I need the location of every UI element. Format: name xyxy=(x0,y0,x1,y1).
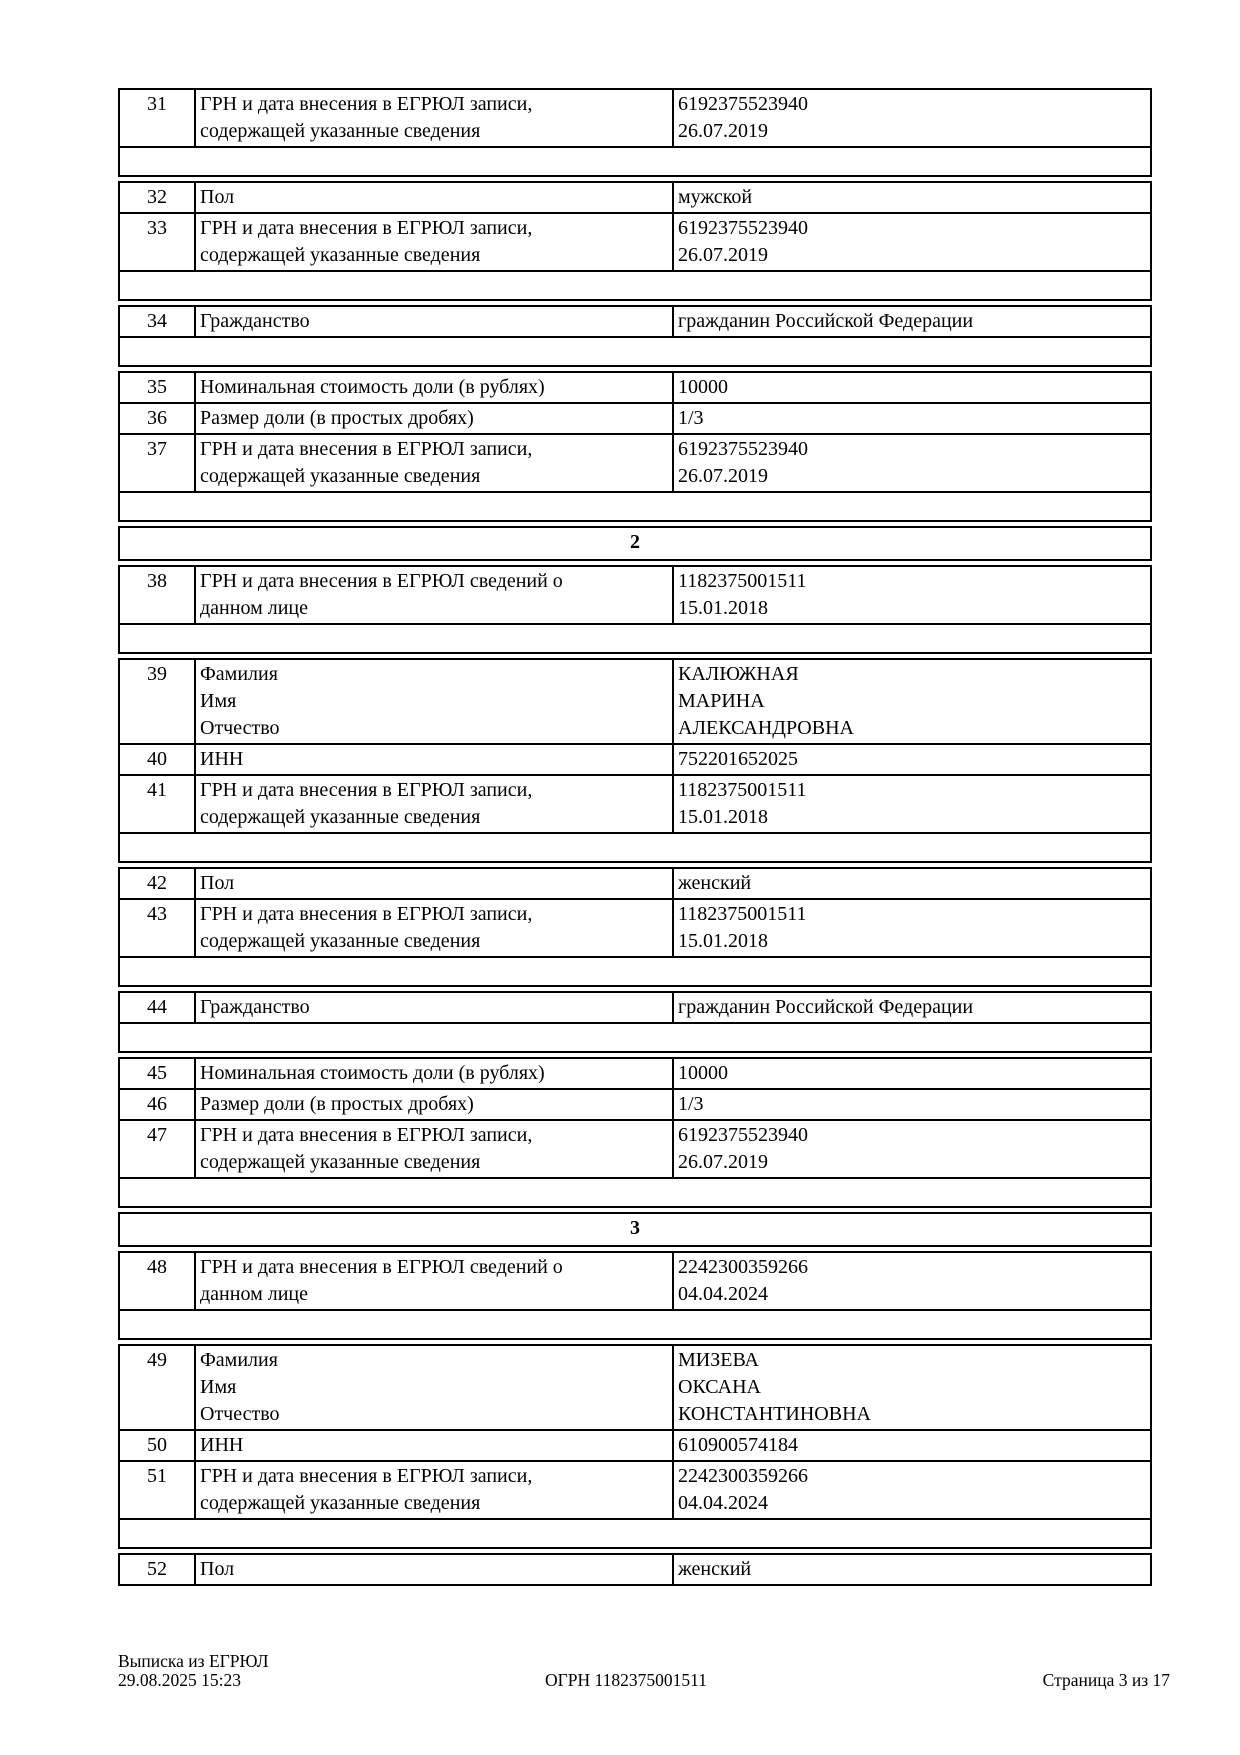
row-number: 41 xyxy=(119,775,195,833)
section-header: 2 xyxy=(119,527,1151,560)
row-label: Размер доли (в простых дробях) xyxy=(195,1089,673,1120)
table-row xyxy=(119,1089,1151,1120)
table-row xyxy=(119,1252,1151,1310)
page-footer xyxy=(118,1652,1170,1692)
row-number: 49 xyxy=(119,1345,195,1430)
row-value: мужской xyxy=(673,182,1151,213)
table-row xyxy=(119,1345,1151,1430)
row-number: 43 xyxy=(119,899,195,957)
table-row xyxy=(119,1461,1151,1519)
row-value: 1182375001511 15.01.2018 xyxy=(673,775,1151,833)
row-number: 51 xyxy=(119,1461,195,1519)
row-label: Пол xyxy=(195,868,673,899)
spacer-cell xyxy=(119,492,1151,521)
row-value: 752201652025 xyxy=(673,744,1151,775)
spacer-cell xyxy=(119,147,1151,176)
spacer-cell xyxy=(119,957,1151,986)
spacer-cell xyxy=(119,271,1151,300)
row-label: Пол xyxy=(195,1554,673,1585)
row-number: 33 xyxy=(119,213,195,271)
row-value: гражданин Российской Федерации xyxy=(673,992,1151,1023)
row-label: Номинальная стоимость доли (в рублях) xyxy=(195,372,673,403)
spacer-cell xyxy=(119,337,1151,366)
table-row xyxy=(119,992,1151,1023)
footer-page-number: Страница 3 из 17 xyxy=(1042,1670,1170,1690)
spacer-cell xyxy=(119,624,1151,653)
row-number: 34 xyxy=(119,306,195,337)
row-number: 50 xyxy=(119,1430,195,1461)
egrul-extract-table xyxy=(118,88,1152,1590)
row-value: гражданин Российской Федерации xyxy=(673,306,1151,337)
table-row xyxy=(119,899,1151,957)
row-value: 6192375523940 26.07.2019 xyxy=(673,1120,1151,1178)
table-row xyxy=(119,1554,1151,1585)
row-label: ГРН и дата внесения в ЕГРЮЛ сведений о данном лице xyxy=(195,1252,673,1310)
row-value: 1/3 xyxy=(673,403,1151,434)
row-label: ГРН и дата внесения в ЕГРЮЛ сведений о данном лице xyxy=(195,566,673,624)
row-label: Фамилия Имя Отчество xyxy=(195,659,673,744)
section-header: 3 xyxy=(119,1213,1151,1246)
record-block xyxy=(118,1251,1152,1340)
row-label: ИНН xyxy=(195,1430,673,1461)
row-number: 37 xyxy=(119,434,195,492)
row-label: Пол xyxy=(195,182,673,213)
footer-datetime: 29.08.2025 15:23 xyxy=(118,1670,241,1690)
row-label: ГРН и дата внесения в ЕГРЮЛ записи, содержащей указанные сведения xyxy=(195,775,673,833)
row-label: Номинальная стоимость доли (в рублях) xyxy=(195,1058,673,1089)
row-number: 52 xyxy=(119,1554,195,1585)
row-number: 44 xyxy=(119,992,195,1023)
row-value: 10000 xyxy=(673,372,1151,403)
row-number: 31 xyxy=(119,89,195,147)
row-number: 40 xyxy=(119,744,195,775)
spacer-cell xyxy=(119,1178,1151,1207)
record-block xyxy=(118,1057,1152,1208)
table-row xyxy=(119,1058,1151,1089)
record-block xyxy=(118,991,1152,1053)
row-label: ИНН xyxy=(195,744,673,775)
row-value: 1182375001511 15.01.2018 xyxy=(673,566,1151,624)
row-label: ГРН и дата внесения в ЕГРЮЛ записи, содержащей указанные сведения xyxy=(195,213,673,271)
row-number: 47 xyxy=(119,1120,195,1178)
row-label: ГРН и дата внесения в ЕГРЮЛ записи, содержащей указанные сведения xyxy=(195,899,673,957)
row-value: КАЛЮЖНАЯ МАРИНА АЛЕКСАНДРОВНА xyxy=(673,659,1151,744)
row-label: ГРН и дата внесения в ЕГРЮЛ записи, содержащей указанные сведения xyxy=(195,434,673,492)
row-number: 35 xyxy=(119,372,195,403)
table-row xyxy=(119,566,1151,624)
row-label: ГРН и дата внесения в ЕГРЮЛ записи, содержащей указанные сведения xyxy=(195,89,673,147)
table-row xyxy=(119,775,1151,833)
record-block xyxy=(118,88,1152,177)
row-label: ГРН и дата внесения в ЕГРЮЛ записи, содержащей указанные сведения xyxy=(195,1461,673,1519)
table-row xyxy=(119,744,1151,775)
row-value: женский xyxy=(673,1554,1151,1585)
table-row xyxy=(119,89,1151,147)
table-row xyxy=(119,403,1151,434)
spacer-cell xyxy=(119,1310,1151,1339)
row-value: 10000 xyxy=(673,1058,1151,1089)
row-value: женский xyxy=(673,868,1151,899)
table-row xyxy=(119,434,1151,492)
row-value: 2242300359266 04.04.2024 xyxy=(673,1461,1151,1519)
spacer-cell xyxy=(119,833,1151,862)
row-label: Фамилия Имя Отчество xyxy=(195,1345,673,1430)
row-number: 42 xyxy=(119,868,195,899)
record-block xyxy=(118,658,1152,863)
record-block xyxy=(118,305,1152,367)
row-number: 38 xyxy=(119,566,195,624)
table-row xyxy=(119,659,1151,744)
row-value: 6192375523940 26.07.2019 xyxy=(673,89,1151,147)
table-row xyxy=(119,1430,1151,1461)
row-value: 610900574184 xyxy=(673,1430,1151,1461)
row-value: 2242300359266 04.04.2024 xyxy=(673,1252,1151,1310)
spacer-cell xyxy=(119,1023,1151,1052)
record-block xyxy=(118,867,1152,987)
table-row xyxy=(119,868,1151,899)
row-number: 46 xyxy=(119,1089,195,1120)
row-value: 1182375001511 15.01.2018 xyxy=(673,899,1151,957)
spacer-cell xyxy=(119,1519,1151,1548)
table-row xyxy=(119,182,1151,213)
row-value: 6192375523940 26.07.2019 xyxy=(673,434,1151,492)
record-block xyxy=(118,181,1152,301)
table-row xyxy=(119,213,1151,271)
footer-doc-title: Выписка из ЕГРЮЛ xyxy=(118,1651,269,1671)
row-label: Размер доли (в простых дробях) xyxy=(195,403,673,434)
row-value: 6192375523940 26.07.2019 xyxy=(673,213,1151,271)
row-value: 1/3 xyxy=(673,1089,1151,1120)
row-label: Гражданство xyxy=(195,992,673,1023)
row-number: 45 xyxy=(119,1058,195,1089)
record-block xyxy=(118,371,1152,522)
row-number: 48 xyxy=(119,1252,195,1310)
table-row xyxy=(119,1120,1151,1178)
table-row xyxy=(119,306,1151,337)
record-block xyxy=(118,1344,1152,1549)
record-block xyxy=(118,1553,1152,1586)
table-row xyxy=(119,372,1151,403)
section-header-block xyxy=(118,1212,1152,1247)
section-header-block xyxy=(118,526,1152,561)
footer-ogrn: ОГРН 1182375001511 xyxy=(545,1670,707,1690)
row-value: МИЗЕВА ОКСАНА КОНСТАНТИНОВНА xyxy=(673,1345,1151,1430)
row-number: 39 xyxy=(119,659,195,744)
record-block xyxy=(118,565,1152,654)
row-label: Гражданство xyxy=(195,306,673,337)
row-label: ГРН и дата внесения в ЕГРЮЛ записи, содержащей указанные сведения xyxy=(195,1120,673,1178)
row-number: 36 xyxy=(119,403,195,434)
row-number: 32 xyxy=(119,182,195,213)
